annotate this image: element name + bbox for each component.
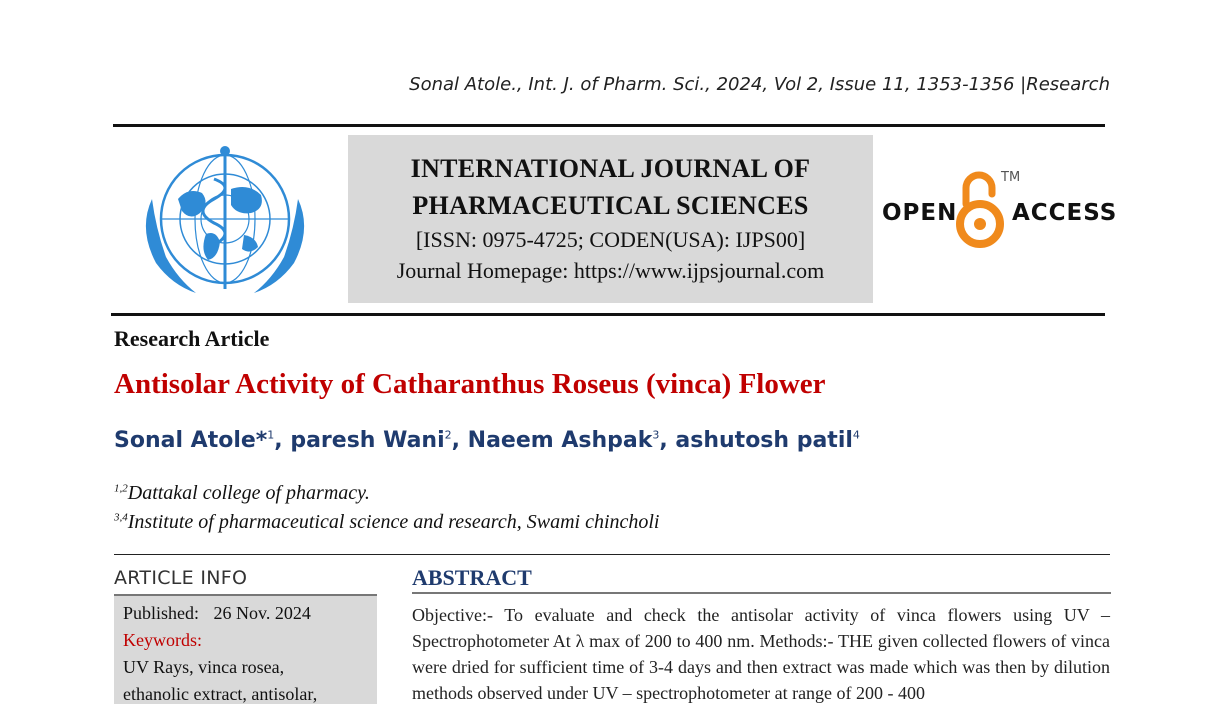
- author-name: paresh Wani: [290, 428, 445, 453]
- affiliation-text: Dattakal college of pharmacy.: [127, 482, 370, 504]
- author-sep: ,: [274, 428, 291, 453]
- published-label: Published:: [123, 603, 200, 623]
- keywords-line: UV Rays, vinca rosea,: [123, 657, 285, 677]
- article-type: Research Article: [114, 326, 270, 351]
- open-access-tm: TM: [1001, 170, 1021, 185]
- affiliation-sup: 1,2: [114, 482, 128, 495]
- journal-issn: [ISSN: 0975-4725; CODEN(USA): IJPS00]: [415, 227, 806, 252]
- keywords-line: ethanolic extract, antisolar,: [123, 684, 318, 704]
- article-info-heading: ARTICLE INFO: [114, 567, 248, 589]
- author-sup: 2: [444, 428, 452, 442]
- journal-homepage[interactable]: Journal Homepage: https://www.ijpsjournal.com: [396, 258, 825, 283]
- citation-header: Sonal Atole., Int. J. of Pharm. Sci., 2024, Vol 2, Issue 11, 1353-1356 |Research: [409, 74, 1110, 95]
- journal-header-box: [348, 135, 873, 303]
- author-name: Sonal Atole*: [114, 428, 268, 453]
- keywords-label: Keywords:: [123, 630, 202, 650]
- open-access-logo: [880, 168, 1118, 250]
- article-info-box: [114, 594, 377, 704]
- article-title: Antisolar Activity of Catharanthus Roseus (vinca) Flower: [114, 368, 826, 400]
- author-list: [114, 428, 860, 453]
- author-sup: 3: [652, 428, 660, 442]
- open-access-access-text: ACCESS: [1012, 200, 1118, 226]
- author-sup: 4: [852, 428, 860, 442]
- journal-title: [348, 150, 873, 224]
- author-name: ashutosh patil: [675, 428, 853, 453]
- abstract-heading: ABSTRACT: [412, 565, 532, 590]
- header-top-rule: [113, 124, 1105, 127]
- affiliation-sup: 3,4: [114, 511, 128, 524]
- published-value: 26 Nov. 2024: [213, 603, 311, 623]
- journal-title-line2: PHARMACEUTICAL SCIENCES: [412, 191, 809, 220]
- who-emblem-logo: [126, 139, 324, 305]
- section-divider: [114, 554, 1110, 555]
- open-access-open-text: OPEN: [882, 200, 958, 226]
- abstract-text: Objective:- To evaluate and check the antisolar activity of vinca flowers using UV – Spectrophotometer At λ max of 200 to 400 nm. Methods:- THE given collected flowers of vinca were dried for sufficient time of 3-4 days and then extract was made which was then by dilution methods observed under UV – spectrophotometer at range of 200 - 400: [412, 605, 1110, 703]
- author-sup: 1: [267, 428, 275, 442]
- author-sep: ,: [659, 428, 676, 453]
- author-name: Naeem Ashpak: [467, 428, 653, 453]
- abstract-rule: [412, 592, 1111, 594]
- author-sep: ,: [451, 428, 468, 453]
- affiliation-2: [114, 511, 660, 534]
- affiliation-text: Institute of pharmaceutical science and research, Swami chincholi: [127, 511, 660, 533]
- affiliation-1: [114, 482, 370, 505]
- journal-title-line1: INTERNATIONAL JOURNAL OF: [410, 154, 811, 183]
- published-row: [123, 600, 377, 627]
- header-bottom-rule: [111, 313, 1105, 316]
